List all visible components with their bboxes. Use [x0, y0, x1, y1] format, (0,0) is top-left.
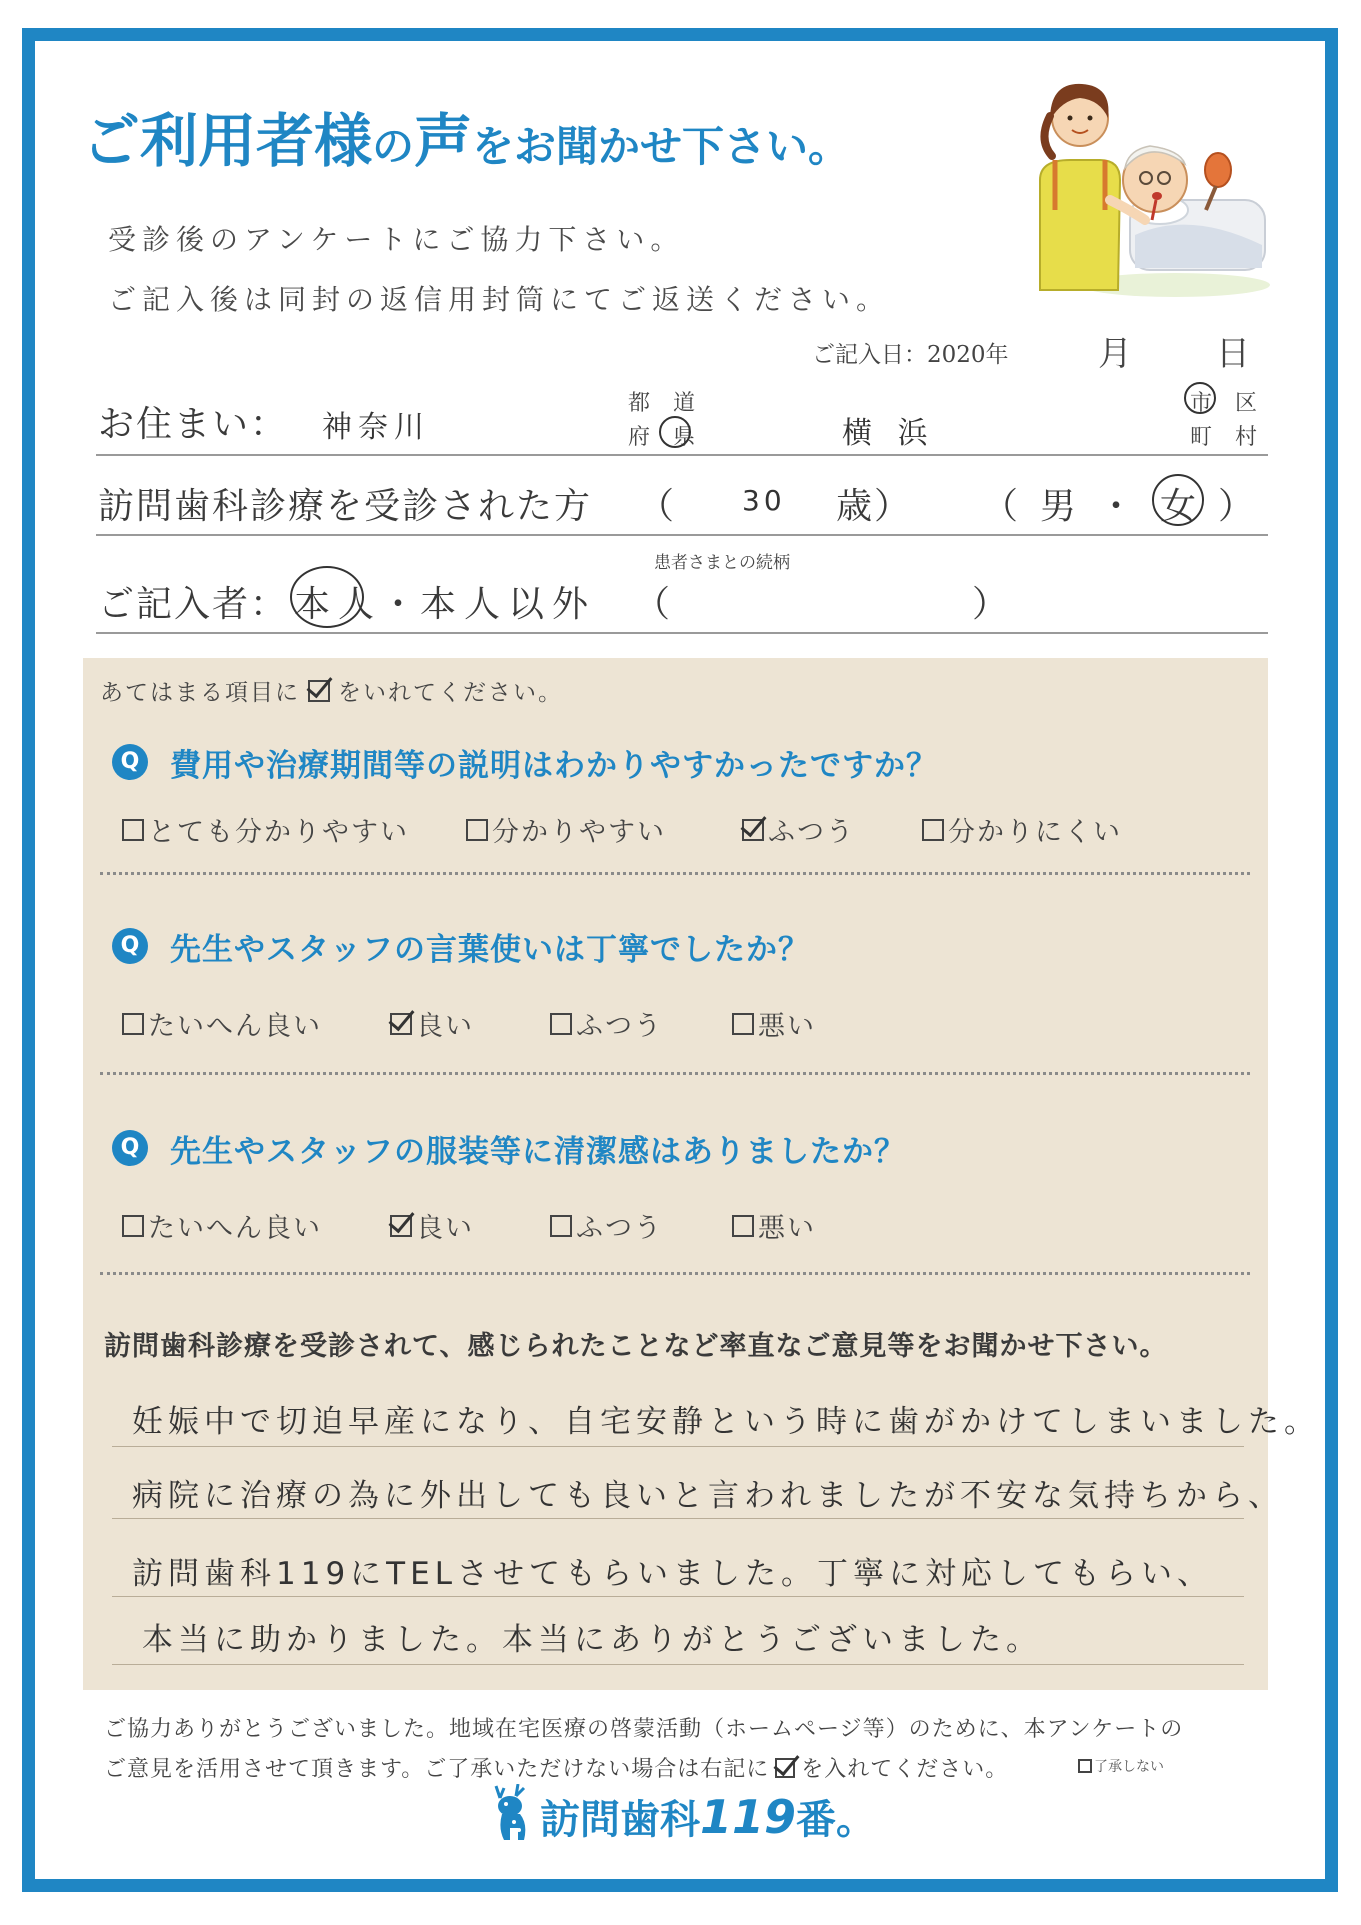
writer-self-circle: [290, 566, 364, 628]
q2-option-2-label: 良い: [416, 1011, 474, 1042]
comment-rule-4: [112, 1664, 1244, 1665]
q3-divider: [100, 1272, 1250, 1275]
checkbox-icon: [550, 1013, 572, 1035]
checkbox-icon: [1078, 1759, 1092, 1773]
q2-option-4-label: 悪い: [758, 1011, 816, 1042]
q1-option-4[interactable]: [922, 810, 1122, 849]
intro-line-1: 受診後のアンケートにご協力下さい。: [108, 223, 685, 256]
logo-number: 119: [700, 1790, 797, 1844]
address-label: お住まい：: [98, 404, 289, 445]
q1-option-4-label: 分かりにくい: [948, 817, 1122, 848]
comment-line-3: 訪問歯科119にTELさせてもらいました。丁寧に対応してもらい、: [132, 1556, 1213, 1592]
instruction-before: あてはまる項目に: [100, 680, 300, 706]
writer-other: 本人以外: [420, 584, 597, 625]
comment-rule-1: [112, 1446, 1244, 1447]
prefecture-ken-circle: [659, 416, 691, 448]
q3-option-2-label: 良い: [416, 1213, 474, 1244]
checkbox-icon: [466, 819, 488, 841]
age-unit: 歳）: [836, 486, 913, 527]
q2-option-3[interactable]: [550, 1004, 663, 1043]
question-3-marker: Q: [112, 1130, 148, 1166]
checkbox-checked-icon: [390, 1013, 412, 1035]
checkbox-icon: [550, 1215, 572, 1237]
question-1-text: 費用や治療期間等の説明はわかりやすかったですか？: [170, 748, 938, 784]
checkbox-checked-icon: [742, 819, 764, 841]
entry-month-label: 月: [1098, 334, 1132, 374]
q1-option-1[interactable]: [122, 810, 409, 849]
logo-suffix: 番。: [796, 1797, 877, 1843]
checkbox-icon: [122, 819, 144, 841]
footer-line-2-after: を入れてください。: [801, 1757, 1009, 1782]
q2-option-4[interactable]: [732, 1004, 816, 1043]
comment-line-2: 病院に治療の為に外出しても良いと言われましたが不安な気持ちから、: [132, 1478, 1284, 1514]
question-2-marker: Q: [112, 928, 148, 964]
footer-line-1: ご協力ありがとうございました。地域在宅医療の啓蒙活動（ホームページ等）のために、本アンケートの: [104, 1717, 1184, 1742]
decline-label: 了承しない: [1094, 1759, 1164, 1775]
relation-caption: 患者さまとの続柄: [654, 553, 790, 573]
q3-option-4-label: 悪い: [758, 1213, 816, 1244]
sample-check-icon: [308, 680, 330, 702]
footer-line-2: [104, 1752, 1008, 1783]
prefecture-units-top: 都 道: [628, 391, 703, 416]
gender-male: 男: [1040, 486, 1079, 527]
prefecture-units-bottom: 府 県: [628, 425, 703, 450]
gender-dot: ・: [1098, 486, 1137, 527]
q1-option-2-label: 分かりやすい: [492, 817, 666, 848]
q3-option-4[interactable]: [732, 1206, 816, 1245]
caregiver-illustration: [1000, 60, 1270, 300]
q1-option-3-label: ふつう: [768, 817, 855, 848]
q2-option-3-label: ふつう: [576, 1011, 663, 1042]
checkbox-icon: [732, 1013, 754, 1035]
q2-option-1[interactable]: [122, 1004, 322, 1043]
comment-lead: 訪問歯科診療を受診されて、感じられたことなど率直なご意見等をお聞かせ下さい。: [104, 1331, 1168, 1362]
q3-option-1[interactable]: [122, 1206, 322, 1245]
writer-label: ご記入者：: [98, 584, 289, 625]
relation-close-paren: ）: [972, 584, 1011, 625]
question-1-marker: Q: [112, 744, 148, 780]
logo-name: 訪問歯科: [540, 1797, 700, 1843]
gender-female: 女: [1160, 486, 1199, 527]
gender-open-paren: （: [982, 486, 1021, 527]
comment-rule-3: [112, 1596, 1244, 1597]
q2-divider: [100, 1072, 1250, 1075]
checkbox-checked-icon: [390, 1215, 412, 1237]
intro-line-2: ご記入後は同封の返信用封筒にてご返送ください。: [108, 283, 891, 316]
q1-option-2[interactable]: [466, 810, 666, 849]
checkbox-icon: [732, 1215, 754, 1237]
checkbox-icon: [122, 1215, 144, 1237]
entry-date-label: ご記入日：2020年: [812, 342, 1009, 368]
city-value: 横 浜: [842, 416, 936, 451]
gender-female-circle: [1152, 474, 1204, 526]
age-value: 30: [742, 484, 786, 517]
q2-option-1-label: たいへん良い: [148, 1011, 322, 1042]
entry-day-label: 日: [1216, 334, 1250, 374]
comment-line-1: 妊娠中で切迫早産になり、自宅安静という時に歯がかけてしまいました。: [132, 1404, 1320, 1440]
q3-option-2[interactable]: [390, 1206, 474, 1245]
checkbox-icon: [122, 1013, 144, 1035]
writer-rule: [96, 632, 1268, 634]
writer-self: 本人: [294, 584, 383, 625]
comment-rule-2: [112, 1518, 1244, 1519]
question-3-text: 先生やスタッフの服装等に清潔感はありましたか？: [170, 1134, 906, 1170]
q1-option-1-label: とても分かりやすい: [148, 817, 409, 848]
q1-option-3[interactable]: [742, 810, 855, 849]
patient-rule: [96, 534, 1268, 536]
q1-divider: [100, 872, 1250, 875]
question-2-text: 先生やスタッフの言葉使いは丁寧でしたか？: [170, 932, 810, 968]
city-units-top: 市 区: [1190, 391, 1265, 416]
instruction-after: をいれてください。: [338, 680, 563, 706]
patient-label: 訪問歯科診療を受診された方: [98, 486, 593, 527]
writer-separator: ・: [380, 584, 419, 625]
city-shi-circle: [1184, 382, 1216, 414]
address-rule: [96, 454, 1268, 456]
brand-logo: [540, 1788, 876, 1845]
sample-check-icon: [775, 1758, 795, 1778]
checkbox-icon: [922, 819, 944, 841]
page-title: ご利用者様の声をお聞かせ下さい。: [82, 107, 851, 175]
survey-instruction: [100, 674, 563, 707]
footer-line-2-before: ご意見を活用させて頂きます。ご了承いただけない場合は右記に: [104, 1757, 770, 1782]
q3-option-3-label: ふつう: [576, 1213, 663, 1244]
relation-open-paren: （: [634, 584, 673, 625]
comment-line-4: 本当に助かりました。本当にありがとうございました。: [142, 1622, 1042, 1658]
decline-option[interactable]: [1078, 1756, 1164, 1776]
gender-close-paren: ）: [1218, 486, 1257, 527]
deer-mascot-icon: [490, 1784, 536, 1844]
age-open-paren: （: [638, 486, 677, 527]
q3-option-1-label: たいへん良い: [148, 1213, 322, 1244]
prefecture-value: 神奈川: [322, 410, 430, 445]
city-units-bottom: 町 村: [1190, 425, 1265, 450]
q3-option-3[interactable]: [550, 1206, 663, 1245]
q2-option-2[interactable]: [390, 1004, 474, 1043]
